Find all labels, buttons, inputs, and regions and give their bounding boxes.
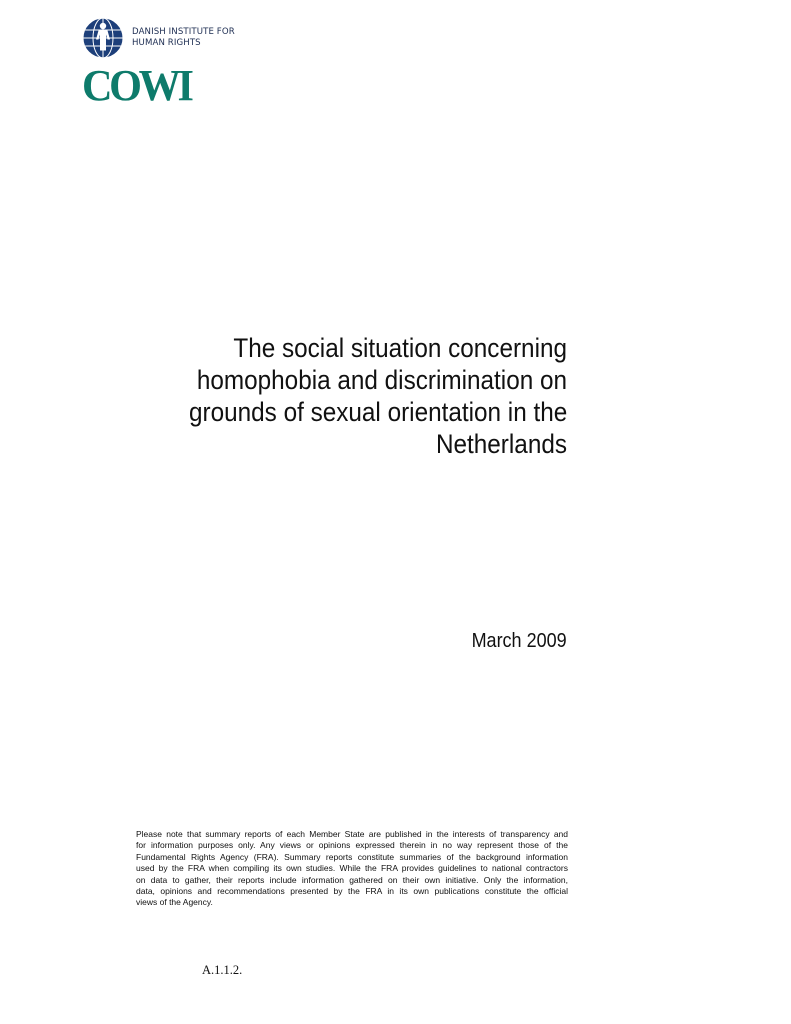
report-title xyxy=(189,332,567,460)
disclaimer-line: data, opinions and recommendations presented by the FRA in its own publications constitute the official xyxy=(136,886,568,897)
dihr-name xyxy=(132,27,235,49)
title-line: Netherlands xyxy=(435,429,567,459)
dihr-name-line1: DANISH INSTITUTE FOR xyxy=(132,27,235,37)
disclaimer-line: views of the Agency. xyxy=(136,897,213,908)
disclaimer-line: on data to gather, their reports include information gathered on their own initiative. Only the information, xyxy=(136,874,568,885)
cowi-logo: COWI xyxy=(82,61,191,110)
disclaimer xyxy=(136,829,568,909)
globe-person-icon xyxy=(82,17,124,59)
title-line: The social situation concerning xyxy=(233,333,567,363)
dihr-logo xyxy=(82,17,235,59)
disclaimer-line: Fundamental Rights Agency (FRA). Summary reports constitute summaries of the background information xyxy=(136,851,568,862)
title-line: grounds of sexual orientation in the xyxy=(189,397,568,427)
disclaimer-line: Please note that summary reports of each Member State are published in the interests of transparency and xyxy=(136,829,568,839)
dihr-name-line2: HUMAN RIGHTS xyxy=(132,38,201,48)
document-reference: A.1.1.2. xyxy=(202,963,243,977)
disclaimer-line: for information purposes only. Any views or opinions expressed therein in no way represent those of the xyxy=(136,840,568,851)
report-date: March 2009 xyxy=(471,630,567,652)
disclaimer-line: used by the FRA when compiling its own studies. While the FRA provides guidelines to national contractors xyxy=(136,863,568,874)
title-line: homophobia and discrimination on xyxy=(196,365,567,395)
